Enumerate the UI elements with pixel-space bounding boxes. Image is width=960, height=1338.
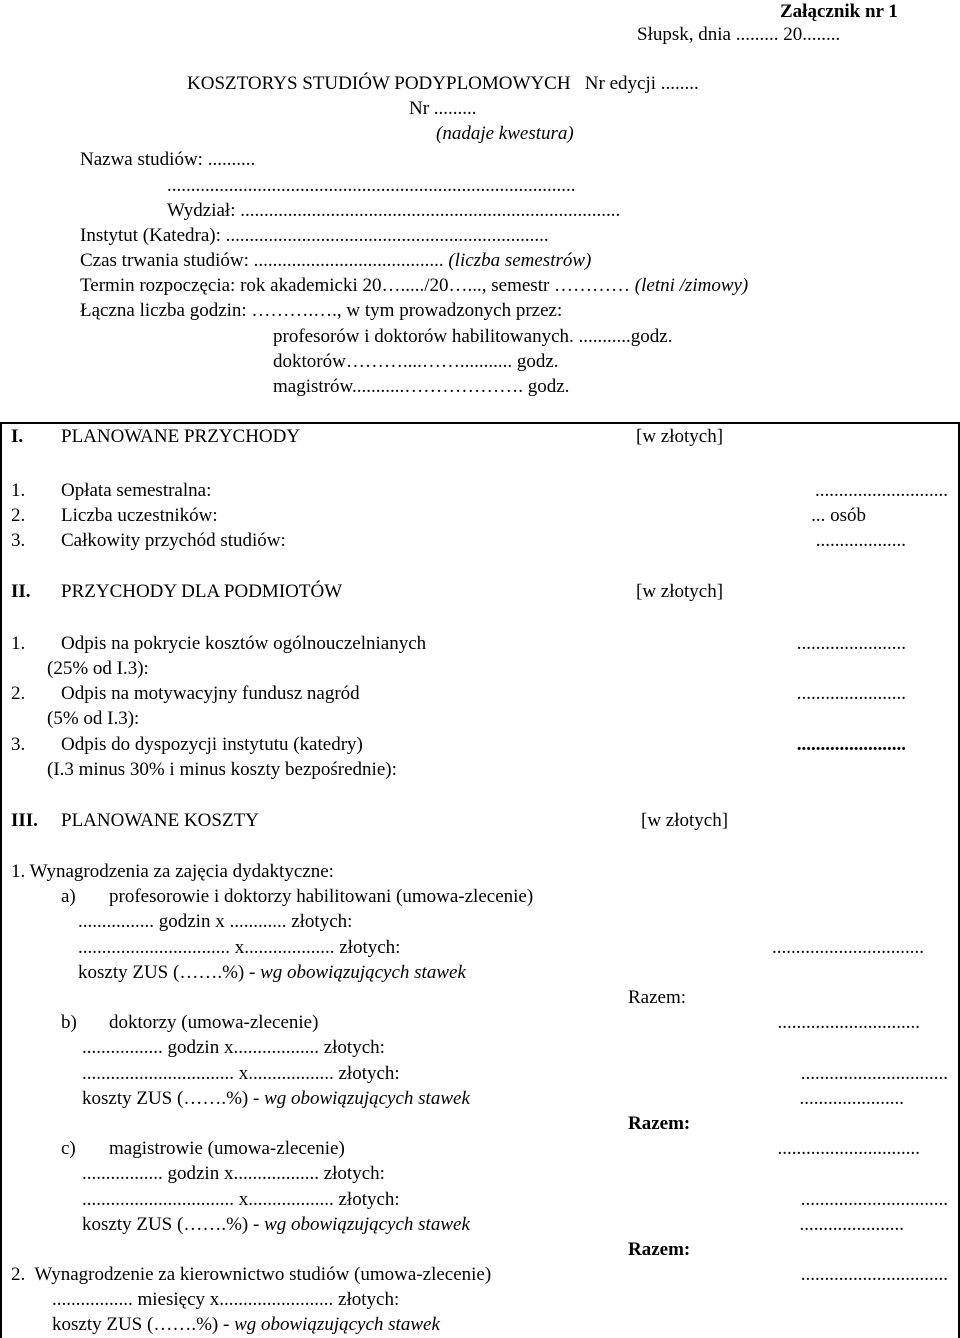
professors-hours: profesorów i doktorów habilitowanych. ...........godz. bbox=[273, 326, 673, 347]
s3-b-rate-line: ................................ x.................. złotych: bbox=[82, 1063, 400, 1084]
place-date: Słupsk, dnia ......... 20........ bbox=[637, 24, 841, 45]
s3-c-label: magistrowie (umowa-zlecenie) bbox=[109, 1138, 345, 1159]
masters-hours: magistrów...........………………. godz. bbox=[273, 376, 570, 397]
s3-b-zus-value: ...................... bbox=[799, 1088, 904, 1109]
section1-number: I. bbox=[11, 426, 24, 447]
studies-name-field: Nazwa studiów: .......... bbox=[80, 149, 256, 170]
start-field bbox=[80, 276, 748, 295]
s3-b-label: doktorzy (umowa-zlecenie) bbox=[109, 1012, 319, 1033]
s2-item3-label: Odpis do dyspozycji instytutu (katedry) bbox=[61, 734, 363, 755]
s3-item2-months-line: ................. miesięcy x........................ złotych: bbox=[52, 1289, 400, 1310]
semester-note: (letni /zimowy) bbox=[634, 275, 749, 296]
s3-b-zus-label: koszty ZUS (…….%) - bbox=[82, 1088, 265, 1109]
section1-unit: [w złotych] bbox=[636, 426, 724, 447]
s3-item2: 2. Wynagrodzenie za kierownictwo studiów (umowa-zlecenie) bbox=[11, 1264, 492, 1285]
section3-title: PLANOWANE KOSZTY bbox=[61, 810, 259, 831]
s1-item3-value: ................... bbox=[815, 530, 906, 551]
s3-a-zus bbox=[78, 963, 466, 982]
s1-item1-num: 1. bbox=[11, 480, 26, 501]
s3-c-rate-line: ................................ x.................. złotych: bbox=[82, 1189, 400, 1210]
s3-c-letter: c) bbox=[61, 1138, 76, 1159]
s2-item3-num: 3. bbox=[11, 734, 26, 755]
s2-item2-value: ....................... bbox=[796, 683, 906, 704]
s3-a-zus-note: wg obowiązujących stawek bbox=[260, 962, 466, 983]
attachment-label: Załącznik nr 1 bbox=[780, 1, 898, 22]
s3-b-rate-value: ............................... bbox=[800, 1063, 948, 1084]
top-border bbox=[0, 422, 960, 424]
faculty-field: Wydział: ................................................................................ bbox=[167, 200, 621, 221]
s2-item1-sub: (25% od I.3): bbox=[47, 658, 149, 679]
left-border bbox=[0, 422, 2, 1338]
s1-item2-label: Liczba uczestników: bbox=[61, 505, 218, 526]
s3-a-rate-value: ................................ bbox=[772, 937, 924, 958]
edition-nr: Nr ......... bbox=[409, 98, 477, 119]
s3-a-letter: a) bbox=[61, 886, 76, 907]
s3-b-total-label: Razem: bbox=[628, 1113, 691, 1134]
section3-unit: [w złotych] bbox=[641, 810, 729, 831]
s3-a-total-label: Razem: bbox=[628, 987, 687, 1008]
s3-c-value: .............................. bbox=[777, 1138, 920, 1159]
s1-item3-label: Całkowity przychód studiów: bbox=[61, 530, 286, 551]
s2-item3-sub: (I.3 minus 30% i minus koszty bezpośrednie): bbox=[47, 759, 397, 780]
s2-item2-label: Odpis na motywacyjny fundusz nagród bbox=[61, 683, 360, 704]
s3-item2-zus-label: koszty ZUS (…….%) - bbox=[52, 1314, 235, 1335]
total-hours-field: Łączna liczba godzin: ……….…., w tym prowadzonych przez: bbox=[80, 300, 563, 321]
s1-item1-value: ............................ bbox=[815, 480, 948, 501]
s3-item2-value: ............................... bbox=[800, 1264, 948, 1285]
s3-item2-zus bbox=[52, 1315, 440, 1334]
s1-item3-num: 3. bbox=[11, 530, 26, 551]
s3-a-zus-label: koszty ZUS (…….%) - bbox=[78, 962, 261, 983]
s3-a-hours-line: ................ godzin x ............ złotych: bbox=[78, 911, 353, 932]
duration-label: Czas trwania studiów: ........................................ bbox=[80, 250, 449, 271]
s2-item3-value: ....................... bbox=[796, 734, 906, 755]
s3-c-hours-line: ................. godzin x.................. złotych: bbox=[82, 1163, 385, 1184]
s2-item2-num: 2. bbox=[11, 683, 26, 704]
s3-b-value: .............................. bbox=[777, 1012, 920, 1033]
s1-item2-value: ... osób bbox=[811, 505, 866, 526]
s3-a-rate-line: ................................ x................... złotych: bbox=[78, 937, 401, 958]
start-label: Termin rozpoczęcia: rok akademicki 20…...../20…..., semestr ………… bbox=[80, 275, 635, 296]
section1-title: PLANOWANE PRZYCHODY bbox=[61, 426, 301, 447]
s3-c-rate-value: ............................... bbox=[800, 1189, 948, 1210]
s3-b-zus-note: wg obowiązujących stawek bbox=[264, 1088, 470, 1109]
section2-unit: [w złotych] bbox=[636, 581, 724, 602]
s3-c-zus bbox=[82, 1215, 470, 1234]
s2-item1-value: ....................... bbox=[796, 633, 906, 654]
nr-note: (nadaje kwestura) bbox=[436, 123, 574, 144]
s3-c-zus-note: wg obowiązujących stawek bbox=[264, 1214, 470, 1235]
s3-item2-zus-note: wg obowiązujących stawek bbox=[234, 1314, 440, 1335]
s2-item1-label: Odpis na pokrycie kosztów ogólnouczelnianych bbox=[61, 633, 427, 654]
section3-number: III. bbox=[11, 810, 38, 831]
s3-b-hours-line: ................. godzin x.................. złotych: bbox=[82, 1037, 385, 1058]
section2-number: II. bbox=[11, 581, 31, 602]
s3-b-letter: b) bbox=[61, 1012, 77, 1033]
s3-c-total-label: Razem: bbox=[628, 1239, 691, 1260]
s3-item1: 1. Wynagrodzenia za zajęcia dydaktyczne: bbox=[11, 861, 334, 882]
s3-a-label: profesorowie i doktorzy habilitowani (umowa-zlecenie) bbox=[109, 886, 534, 907]
doctors-hours: doktorów………....……........... godz. bbox=[273, 351, 559, 372]
s3-c-zus-value: ...................... bbox=[799, 1214, 904, 1235]
institute-field: Instytut (Katedra): .................................................................... bbox=[80, 225, 549, 246]
s3-c-zus-label: koszty ZUS (…….%) - bbox=[82, 1214, 265, 1235]
section2-title: PRZYCHODY DLA PODMIOTÓW bbox=[61, 581, 343, 602]
duration-note: (liczba semestrów) bbox=[448, 250, 592, 271]
s1-item1-label: Opłata semestralna: bbox=[61, 480, 212, 501]
s2-item2-sub: (5% od I.3): bbox=[47, 708, 140, 729]
s1-item2-num: 2. bbox=[11, 505, 26, 526]
duration-field bbox=[80, 251, 591, 270]
s3-b-zus bbox=[82, 1089, 470, 1108]
studies-name-continuation: ...................................................................................... bbox=[167, 175, 576, 196]
page-title: KOSZTORYS STUDIÓW PODYPLOMOWYCH Nr edycji ........ bbox=[187, 73, 699, 94]
s2-item1-num: 1. bbox=[11, 633, 26, 654]
